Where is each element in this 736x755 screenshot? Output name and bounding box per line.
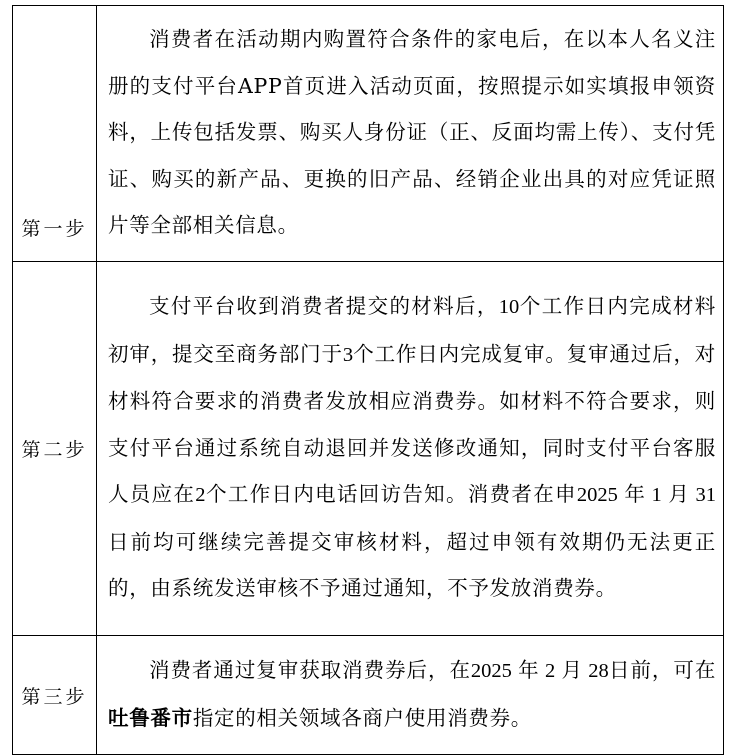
- step-label: 第二步: [21, 439, 88, 461]
- text-segment: 消费者通过复审获取消费券后，在: [149, 658, 471, 682]
- step-label-cell: [13, 6, 97, 262]
- text-number: 2: [544, 660, 556, 682]
- step-description: 消费者在活动期内购置符合条件的家电后，在以本人名义注册的支付平台APP首页进入活动页面，按照提示如实填报申领资料，上传包括发票、购买人身份证（正、反面均需上传）、支付凭证、购买的新产品、更换的旧产品、经销企业出具的对应凭证照片等全部相关信息。: [97, 6, 724, 262]
- text-segment: 个工作日内完成材料初审，提交至商务部门于: [108, 294, 716, 366]
- step-row-3: [13, 636, 724, 755]
- text-segment: 月: [667, 484, 690, 507]
- text-segment: 年: [623, 484, 646, 507]
- text-number: 2025: [576, 484, 618, 507]
- step-row-2: [13, 262, 724, 636]
- text-number: 10: [498, 296, 520, 319]
- steps-table: [12, 5, 724, 755]
- city-name: 吐鲁番市: [108, 705, 193, 730]
- text-number: 2025: [470, 660, 512, 682]
- text-segment: 日前均可继续完善提交审核材料，超过申领有效期仍无法更正的，由系统发送审核不予通过通知，不予发放消费券。: [108, 529, 716, 601]
- text-number: 2: [195, 484, 206, 507]
- step-description: [97, 636, 724, 755]
- step-label-cell: [13, 262, 97, 636]
- step-row-1: [13, 6, 724, 262]
- text-number: 3: [342, 343, 354, 366]
- text-segment: 个工作日内完成复审。复审通过后，对材料符合要求的消费者发放相应消费券。如材料不符合要求，则支付平台通过系统自动退回并发送修改通知，同时支付平台客服人员应在: [108, 341, 716, 507]
- text-segment: 个工作日内电话回访告知。消费者在申: [205, 482, 577, 507]
- text-segment: 月: [561, 660, 583, 682]
- text-segment: 支付平台收到消费者提交的材料后，: [149, 294, 499, 319]
- text-number: 1: [651, 484, 662, 507]
- step-label: 第三步: [21, 685, 88, 708]
- text-segment: 年: [517, 660, 539, 682]
- step-label: 第一步: [21, 218, 88, 240]
- step-description: [97, 262, 724, 636]
- step-label-cell: [13, 636, 97, 755]
- text-segment: 指定的相关领域各商户使用消费券。: [192, 705, 533, 730]
- text-segment: 日前，可在: [608, 658, 717, 682]
- text-number: 31: [695, 484, 716, 507]
- text-number: 28: [588, 660, 609, 682]
